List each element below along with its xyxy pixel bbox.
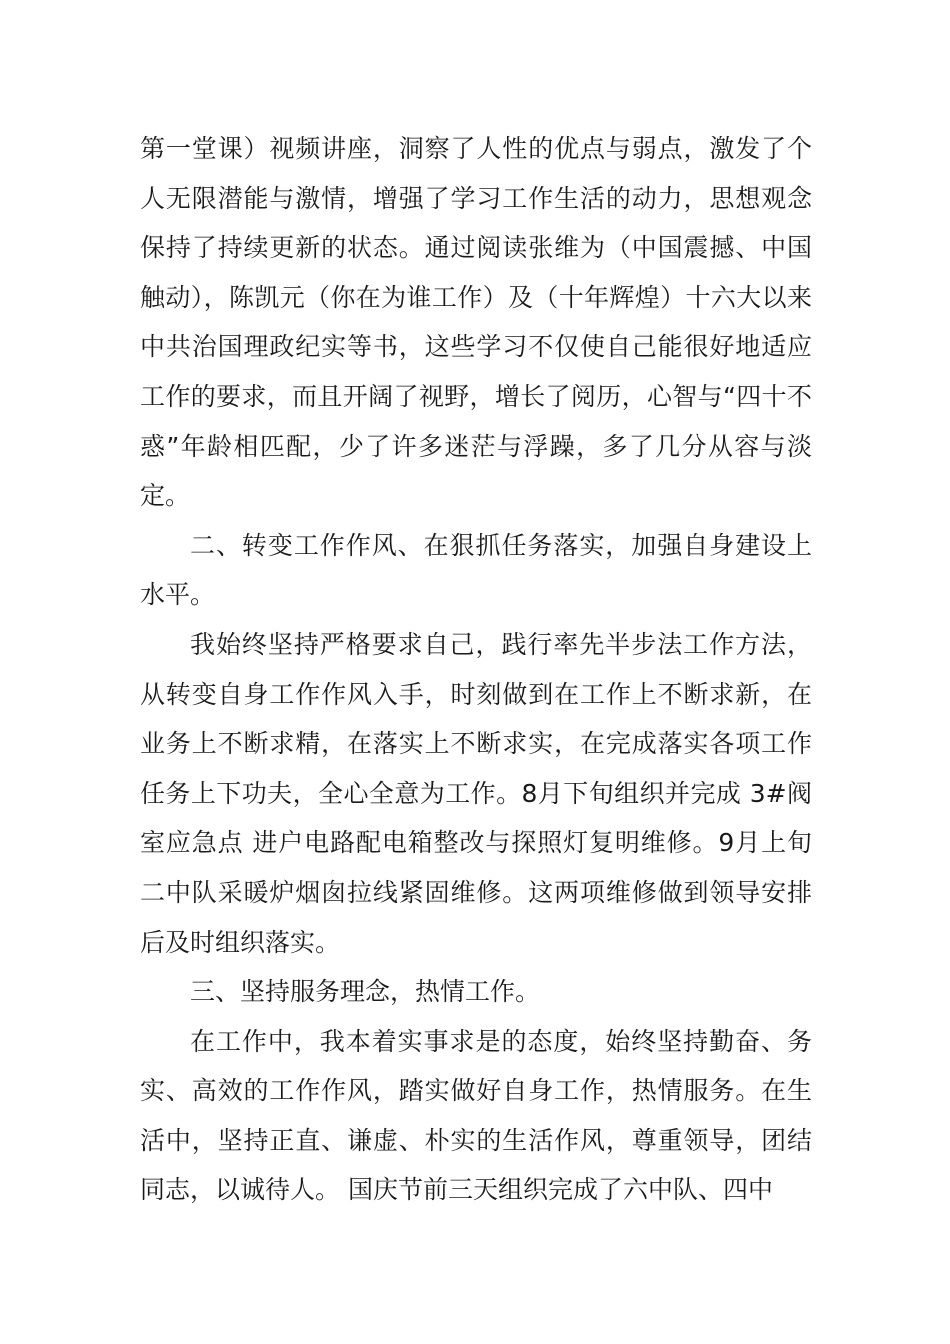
document-body [140, 124, 812, 1215]
paragraph: 在工作中，我本着实事求是的态度，始终坚持勤奋、务实、高效的工作作风，踏实做好自身工作，热情服务。在生活中，坚持正直、谦虚、朴实的生活作风，尊重领导，团结同志，以诚待人。 国庆节前三天组织完成了六中队、四中 [140, 1026, 812, 1205]
paragraph-continuation: 第一堂课）视频讲座，洞察了人性的优点与弱点，激发了个人无限潜能与激情，增强了学习工作生活的动力，思想观念保持了持续更新的状态。通过阅读张维为（中国震撼、中国触动），陈凯元（你在为谁工作）及（十年辉煌）十六大以来中共治国理政纪实等书，这些学习不仅使自己能很好地适应工作的要求，而且开阔了视野，增长了阅历，心智与“四十不惑”年龄相匹配，少了许多迷茫与浮躁，多了几分从容与淡定。 [140, 134, 812, 511]
section-heading-3: 三、坚持服务理念，热情工作。 [190, 977, 541, 1007]
paragraph: 我始终坚持严格要求自己，践行率先半步法工作方法，从转变自身工作作风入手，时刻做到在工作上不断求新，在业务上不断求精，在落实上不断求实，在完成落实各项工作任务上下功夫，全心全意为工作。8月下旬组织并完成 3#阀室应急点 进户电路配电箱整改与探照灯复明维修。9月上旬二中队采暖炉烟囱拉线紧固维修。这两项维修做到领导安排后及时组织落实。 [140, 629, 812, 957]
section-heading-2: 二、转变工作作风、在狠抓任务落实，加强自身建设上水平。 [140, 530, 812, 610]
